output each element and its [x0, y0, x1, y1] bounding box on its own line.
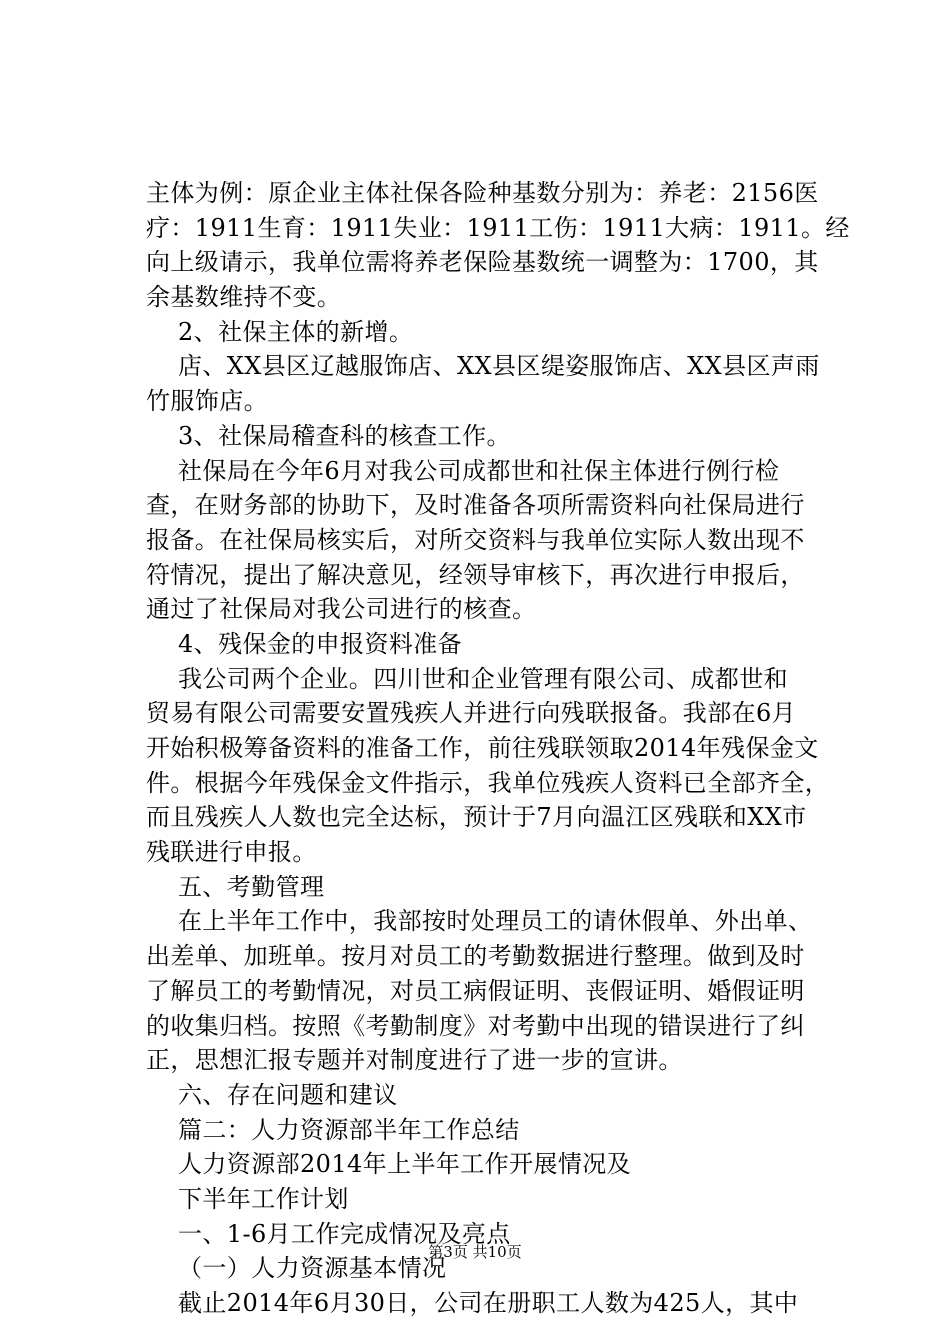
section-heading: 4、残保金的申报资料准备	[178, 629, 463, 658]
text-line: 向上级请示，我单位需将养老保险基数统一调整为：1700，其	[146, 248, 819, 277]
section-heading: 五、考勤管理	[178, 872, 325, 901]
text-line: 通过了社保局对我公司进行的核查。	[146, 595, 537, 624]
title-line: 下半年工作计划	[178, 1184, 349, 1213]
section-heading: 篇二：人力资源部半年工作总结	[178, 1115, 520, 1144]
page-number-footer: 第3页 共10页	[428, 1243, 522, 1261]
text-line: 主体为例：原企业主体社保各险种基数分别为：养老：2156医	[146, 179, 819, 207]
text-line: 了解员工的考勤情况，对员工病假证明、丧假证明、婚假证明	[146, 976, 805, 1005]
section-heading: 3、社保局稽查科的核查工作。	[178, 421, 511, 450]
document-body	[146, 176, 850, 1321]
text-line: 贸易有限公司需要安置残疾人并进行向残联报备。我部在6月	[146, 699, 797, 728]
text-line: 符情况，提出了解决意见，经领导审核下，再次进行申报后，	[146, 560, 805, 589]
section-heading: 六、存在问题和建议	[178, 1080, 398, 1109]
text-line: 残联进行申报。	[146, 838, 317, 867]
text-line: 我公司两个企业。四川世和企业管理有限公司、成都世和	[178, 664, 788, 693]
text-line: 报备。在社保局核实后，对所交资料与我单位实际人数出现不	[146, 525, 805, 554]
text-line: 疗：1911生育：1911失业：1911工伤：1911大病：1911。经	[146, 213, 850, 242]
text-line: 截止2014年6月30日，公司在册职工人数为425人，其中	[178, 1289, 799, 1317]
section-heading: （一）人力资源基本情况	[178, 1254, 447, 1283]
section-heading: 一、1-6月工作完成情况及亮点	[178, 1219, 511, 1248]
text-line: 的收集归档。按照《考勤制度》对考勤中出现的错误进行了纠	[146, 1011, 805, 1040]
text-line: 查，在财务部的协助下，及时准备各项所需资料向社保局进行	[146, 491, 805, 520]
text-line: 而且残疾人人数也完全达标，预计于7月向温江区残联和XX市	[146, 803, 807, 832]
text-line: 店、XX县区辽越服饰店、XX县区缇姿服饰店、XX县区声雨	[178, 352, 820, 381]
section-heading: 2、社保主体的新增。	[178, 317, 414, 346]
text-line: 开始积极筹备资料的准备工作，前往残联领取2014年残保金文	[146, 734, 819, 762]
text-line: 出差单、加班单。按月对员工的考勤数据进行整理。做到及时	[146, 942, 805, 971]
text-line: 正，思想汇报专题并对制度进行了进一步的宣讲。	[146, 1046, 683, 1075]
text-line: 社保局在今年6月对我公司成都世和社保主体进行例行检	[178, 456, 780, 485]
text-line: 竹服饰店。	[146, 387, 268, 416]
text-line: 件。根据今年残保金文件指示，我单位残疾人资料已全部齐全，	[146, 768, 830, 797]
text-line: 余基数维持不变。	[146, 283, 342, 312]
text-line: 在上半年工作中，我部按时处理员工的请休假单、外出单、	[178, 907, 813, 936]
title-line: 人力资源部2014年上半年工作开展情况及	[178, 1150, 632, 1179]
